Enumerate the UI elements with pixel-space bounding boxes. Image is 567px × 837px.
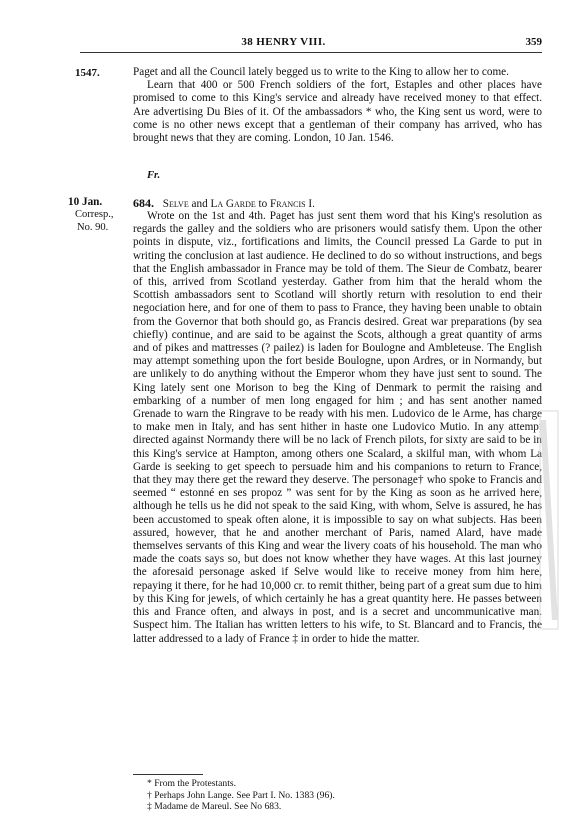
header-rule bbox=[80, 52, 542, 53]
footnote-rule bbox=[133, 774, 203, 775]
source-ref-line: No. 90. bbox=[77, 221, 109, 233]
entry-source-ref bbox=[75, 209, 114, 234]
margin-year: 1547. bbox=[75, 67, 100, 79]
running-title: 38 HENRY VIII. bbox=[241, 36, 326, 48]
signature: Fr. bbox=[147, 170, 161, 181]
entry-title-conj: and bbox=[191, 198, 208, 210]
footnote: ‡ Madame de Mareul. See No 683. bbox=[147, 801, 282, 812]
paragraph: Learn that 400 or 500 French soldiers of the fort, Estaples and other places have promised to come to this King's service and already have received money to that effect. Are advertising Du Bies of it. Of the ambassadors * who, the King sent us word, were to come is no other news except that a gentleman of their company has arrived, who has brought news that they are coming. London, 10 Jan. 1546. bbox=[133, 79, 542, 145]
entry-title-part: Selve bbox=[162, 198, 189, 210]
entry-date: 10 Jan. bbox=[68, 196, 103, 208]
source-ref-line: Corresp., bbox=[75, 209, 114, 220]
entry-title-part: La Garde bbox=[210, 198, 256, 210]
entry-body-paragraph: Wrote on the 1st and 4th. Paget has just sent them word that his King's resolution as regards the galley and the soldiers who are prisoners would satisfy them. Upon the other points in dispute, viz., fortifications and limits, the Council pressed La Garde to put in writing the conclusion at last audience. He declined to do so without instructions, and begs that the English ambassador in France may be told of them. The Sieur de Combatz, bearer of this, arrived from Scotland yesterday. Gather from him that the herald whom the Scottish ambassadors sent to Scotland will shortly return with resolution to end their negociation here, and for one of them to pass to France, they having been unable to obtain from the Governor that both should go, as Francis desired. Great war preparations (by sea chiefly) continue, and are said to be against the Scots, although a great quantity of arms and of pikes and mattresses (? pailez) is laden for Boulogne and Ambleteuse. The English may attempt something upon the fort beside Boulogne, upon Ardres, or in Normandy, but are unlikely to do anything without the Emperor whom they have just sent to sound. The King lately sent one Morison to beg the King of Denmark to permit the raising and embarking of a number of men long engaged for him ; and has sent another named Grenade to warn the Ringrave to be ready with his men. Ludovico de le Arme, has charge to make men in Italy, and has sent hither in haste one Ludovico Mutio. In any attempt directed against Normandy there will be no lack of French pilots, for sixty are said to be in this King's service at Hampton, among others one Scalard, a skilful man, with whom La Garde is seeking to get speech to persuade him and his companions to return to France, that they may there get the reward they deserve. The personage† who spoke to Francis and seemed “ estonné en ses propoz ” was sent for by the King as soon as he arrived here, although he tells us he did not speak to the said King, with whom, Selve is assured, he has been accustomed to speak often alone, it is impossible to say on what subjects. Has been assured, however, that he and another merchant of Paris, named Alard, have made themselves servants of this King and wear the livery coats of his household. The man who made the coats says so, but does not know whether they have wages. At this last journey the aforesaid personage asked if Selve would like to receive money from him here, repaying it there, for he had 10,000 cr. to remit thither, being part of a great sum due to him by this King for jewels, of which certainly he has a great quantity here. He passes between this and France often, and always in post, and is a secret and uncommunicative man. Suspect him. The Italian has written letters to his wife, to St. Blancard and to Francis, the latter addressed to a lady of France ‡ in order to hide the matter. bbox=[133, 210, 542, 645]
entry-title-conj: to bbox=[258, 198, 268, 210]
page-number: 359 bbox=[525, 36, 542, 48]
watermark-stamp bbox=[539, 410, 559, 630]
previous-entry-text bbox=[133, 66, 542, 145]
entry-number: 684. bbox=[133, 196, 154, 210]
entry-title-part: Francis I. bbox=[270, 198, 315, 210]
footnotes bbox=[147, 778, 335, 813]
running-head bbox=[0, 36, 567, 50]
footnote: † Perhaps John Lange. See Part I. No. 1383 (96). bbox=[147, 789, 335, 801]
paragraph: Paget and all the Council lately begged us to write to the King to allow her to come. bbox=[133, 66, 509, 78]
entry-heading bbox=[133, 196, 542, 211]
entry-body bbox=[133, 210, 542, 646]
footnote: * From the Protestants. bbox=[147, 778, 237, 789]
